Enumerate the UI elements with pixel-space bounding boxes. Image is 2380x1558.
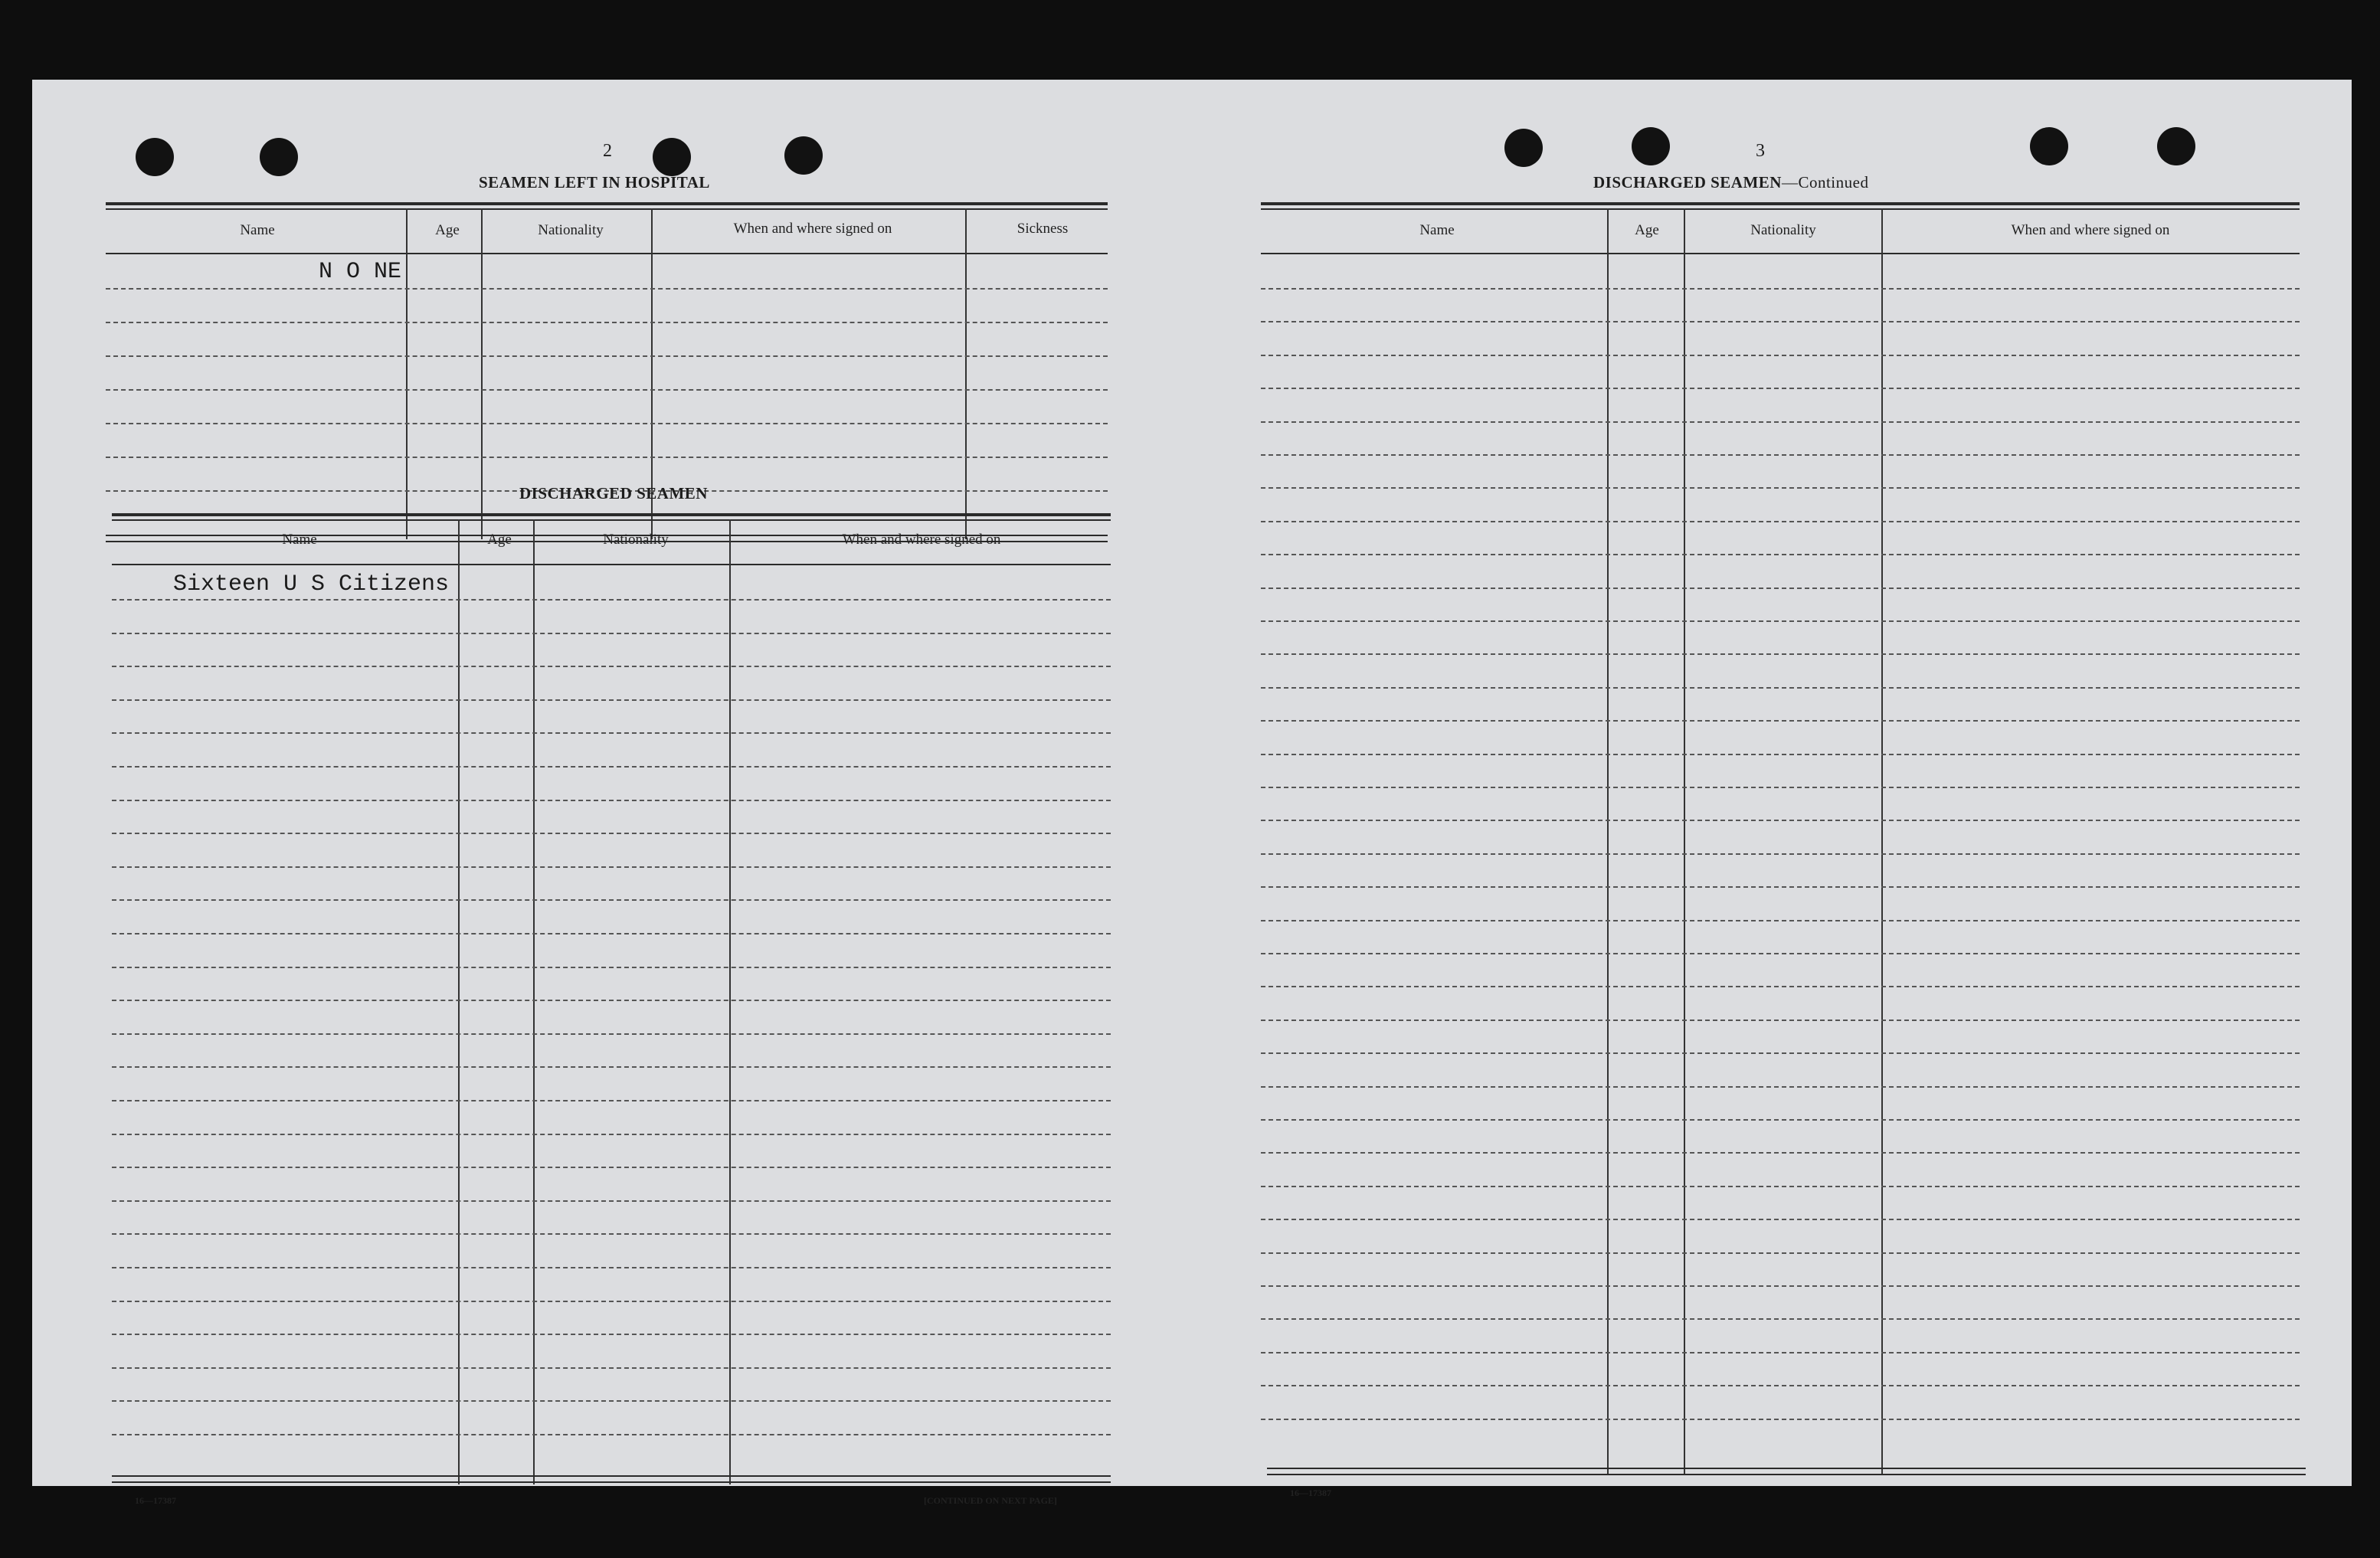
punch-hole [136,138,174,176]
punch-hole [1504,129,1543,167]
table-row [112,1066,1111,1068]
table-row [112,599,1111,601]
col-header-signed-on: When and where signed on [842,532,1001,548]
table-row [1261,754,2300,755]
col-header-name: Name [282,532,317,548]
punch-hole [260,138,298,176]
table-row [112,1400,1111,1402]
table-row [1261,1285,2300,1287]
table-row [106,423,1108,424]
col-header-name: Name [240,222,275,238]
table-row [1261,787,2300,788]
section-rule [106,208,1108,210]
page-number-right: 3 [1756,141,1765,161]
table-row [112,1167,1111,1168]
table-row [1261,1020,2300,1021]
table-row [1261,620,2300,622]
table-row [1261,521,2300,522]
table-row [112,1033,1111,1035]
column-divider [729,519,731,1484]
table-row [1261,687,2300,689]
table-row [112,1267,1111,1268]
header-rule [1261,253,2300,254]
right-section-title [1593,173,1868,192]
punch-hole [2157,127,2195,165]
table-row [1261,1052,2300,1054]
table-row [1261,653,2300,655]
col-header-sickness: Sickness [1016,221,1069,237]
table-row [112,1000,1111,1001]
table-row [1261,1318,2300,1320]
table-row [112,1200,1111,1202]
form-number-right: 16—17387 [1290,1488,1331,1498]
table-row [112,866,1111,868]
table-row [1261,1186,2300,1187]
hospital-entry: N O NE [319,259,402,285]
table-row [1261,487,2300,489]
table-row [1261,588,2300,589]
punch-hole [1632,127,1670,165]
form-number-left: 16—17387 [135,1495,176,1506]
right-title-suffix: —Continued [1781,173,1869,191]
table-row [1261,886,2300,888]
section-rule [112,513,1111,516]
discharged-section-title: DISCHARGED SEAMEN [519,484,708,502]
table-row [106,355,1108,357]
table-row [112,1434,1111,1435]
table-row [112,800,1111,801]
section-rule [106,202,1108,205]
table-row [112,833,1111,834]
table-row [112,1233,1111,1235]
table-row [1261,953,2300,954]
punch-hole [653,138,691,176]
table-row [1261,554,2300,555]
header-rule [112,564,1111,565]
table-row [106,288,1108,290]
table-row [1261,853,2300,855]
table-row [112,699,1111,701]
table-row [1261,321,2300,322]
right-title-main: DISCHARGED SEAMEN [1593,173,1782,191]
table-bottom-rule [1267,1474,2306,1475]
table-row [112,1334,1111,1335]
table-row [1261,388,2300,389]
table-row [106,322,1108,323]
table-row [1261,1219,2300,1220]
table-row [112,1367,1111,1369]
col-header-nationality: Nationality [1750,222,1816,238]
table-bottom-rule [112,1475,1111,1477]
table-row [112,766,1111,768]
table-row [112,1134,1111,1135]
table-row [1261,355,2300,356]
section-rule [1261,208,2300,210]
hospital-section-title: SEAMEN LEFT IN HOSPITAL [479,173,710,191]
column-divider [533,519,535,1484]
table-row [1261,986,2300,987]
section-rule [112,519,1111,521]
col-header-nationality: Nationality [538,222,604,238]
table-row [1261,1086,2300,1088]
page-number-left: 2 [603,141,612,161]
table-row [1261,421,2300,423]
col-header-signed-on: When and where signed on [2011,222,2170,238]
form-spread [32,80,2352,1506]
table-bottom-rule [1267,1468,2306,1469]
header-rule [106,253,1108,254]
table-row [1261,1352,2300,1353]
table-row [1261,1119,2300,1121]
continued-note: [CONTINUED ON NEXT PAGE] [924,1495,1057,1506]
table-row [112,1301,1111,1302]
table-row [106,457,1108,458]
discharged-entry: Sixteen U S Citizens [173,571,450,597]
table-row [1261,820,2300,821]
table-row [1261,720,2300,722]
table-row [112,899,1111,901]
table-row [1261,454,2300,456]
table-row [112,933,1111,934]
table-bottom-rule [112,1481,1111,1483]
col-header-signed-on: When and where signed on [733,221,892,237]
table-row [1261,1252,2300,1254]
section-rule [1261,202,2300,205]
table-row [112,732,1111,734]
punch-hole [2030,127,2068,165]
col-header-nationality: Nationality [603,532,669,548]
table-row [112,666,1111,667]
punch-hole [784,136,823,175]
column-divider [458,519,460,1484]
table-row [1261,1152,2300,1154]
table-row [112,967,1111,968]
table-row [112,633,1111,634]
col-header-age: Age [1635,222,1659,238]
table-row [106,389,1108,391]
table-row [1261,1419,2300,1420]
table-row [1261,920,2300,921]
col-header-age: Age [435,222,460,238]
col-header-age: Age [487,532,512,548]
col-header-name: Name [1419,222,1455,238]
table-row [112,1100,1111,1101]
table-row [1261,1385,2300,1386]
table-row [1261,288,2300,290]
